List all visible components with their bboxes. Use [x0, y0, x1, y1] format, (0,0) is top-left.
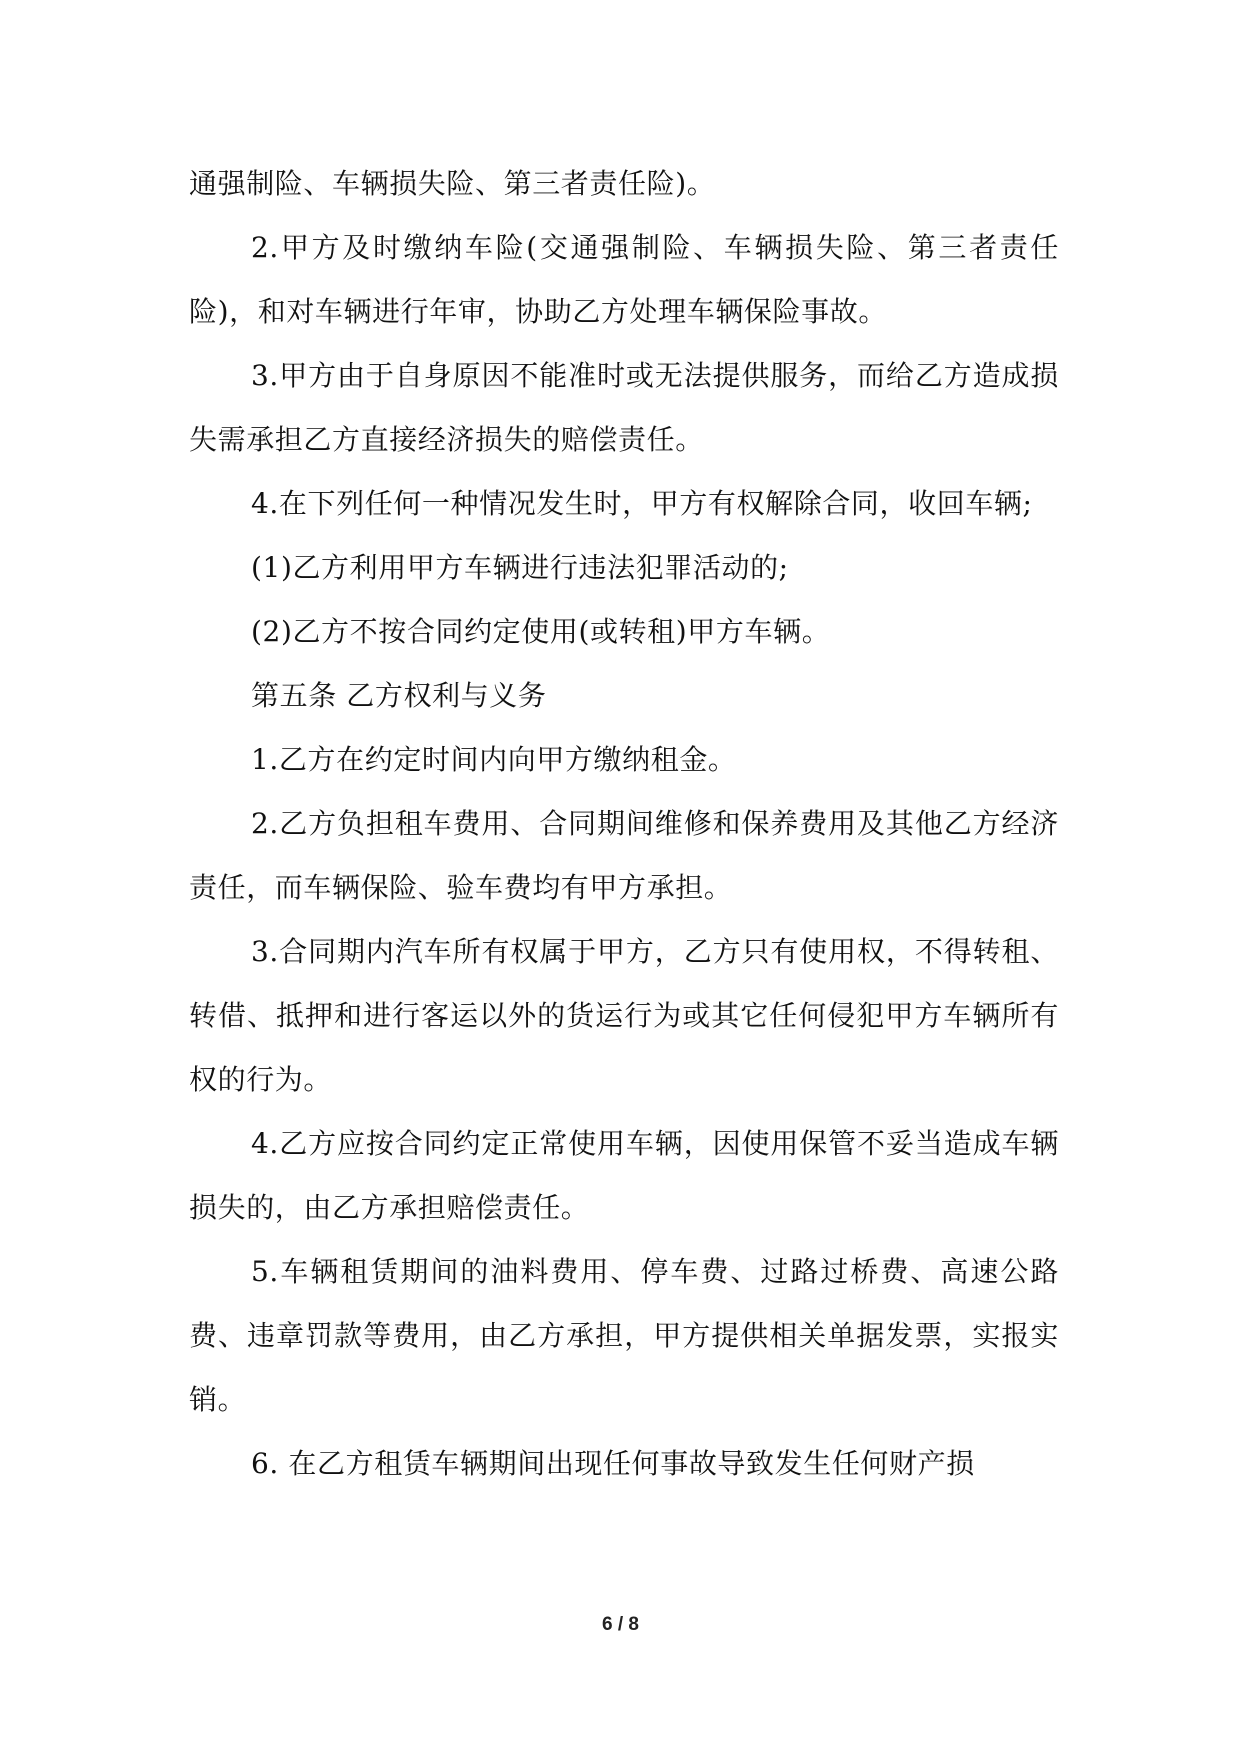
- section-heading-article-5: 第五条 乙方权利与义务: [251, 679, 547, 712]
- paragraph-10: 3.合同期内汽车所有权属于甲方，乙方只有使用权，不得转租、转借、抵押和进行客运以外的货运行为或其它任何侵犯甲方车辆所有权的行为。: [189, 935, 1059, 1096]
- paragraph-3: 3.甲方由于自身原因不能准时或无法提供服务，而给乙方造成损失需承担乙方直接经济损失的赔偿责任。: [189, 359, 1059, 456]
- paragraph-12: 5.车辆租赁期间的油料费用、停车费、过路过桥费、高速公路费、违章罚款等费用，由乙方承担，甲方提供相关单据发票，实报实销。: [189, 1255, 1059, 1416]
- paragraph-9: 2.乙方负担租车费用、合同期间维修和保养费用及其他乙方经济责任，而车辆保险、验车费均有甲方承担。: [189, 807, 1059, 904]
- paragraph-6: (2)乙方不按合同约定使用(或转租)甲方车辆。: [251, 615, 831, 648]
- paragraph-1: 通强制险、车辆损失险、第三者责任险)。: [189, 167, 716, 200]
- paragraph-11: 4.乙方应按合同约定正常使用车辆，因使用保管不妥当造成车辆损失的，由乙方承担赔偿责任。: [189, 1127, 1059, 1224]
- paragraph-4: 4.在下列任何一种情况发生时，甲方有权解除合同，收回车辆;: [251, 487, 1033, 520]
- paragraph-5: (1)乙方利用甲方车辆进行违法犯罪活动的;: [251, 551, 789, 584]
- page-number: 6 / 8: [602, 1614, 639, 1635]
- paragraph-13: 6. 在乙方租赁车辆期间出现任何事故导致发生任何财产损: [251, 1447, 975, 1480]
- document-body: [189, 152, 1059, 1496]
- paragraph-8: 1.乙方在约定时间内向甲方缴纳租金。: [251, 743, 737, 776]
- paragraph-2: 2.甲方及时缴纳车险(交通强制险、车辆损失险、第三者责任险)，和对车辆进行年审，协助乙方处理车辆保险事故。: [189, 231, 1059, 328]
